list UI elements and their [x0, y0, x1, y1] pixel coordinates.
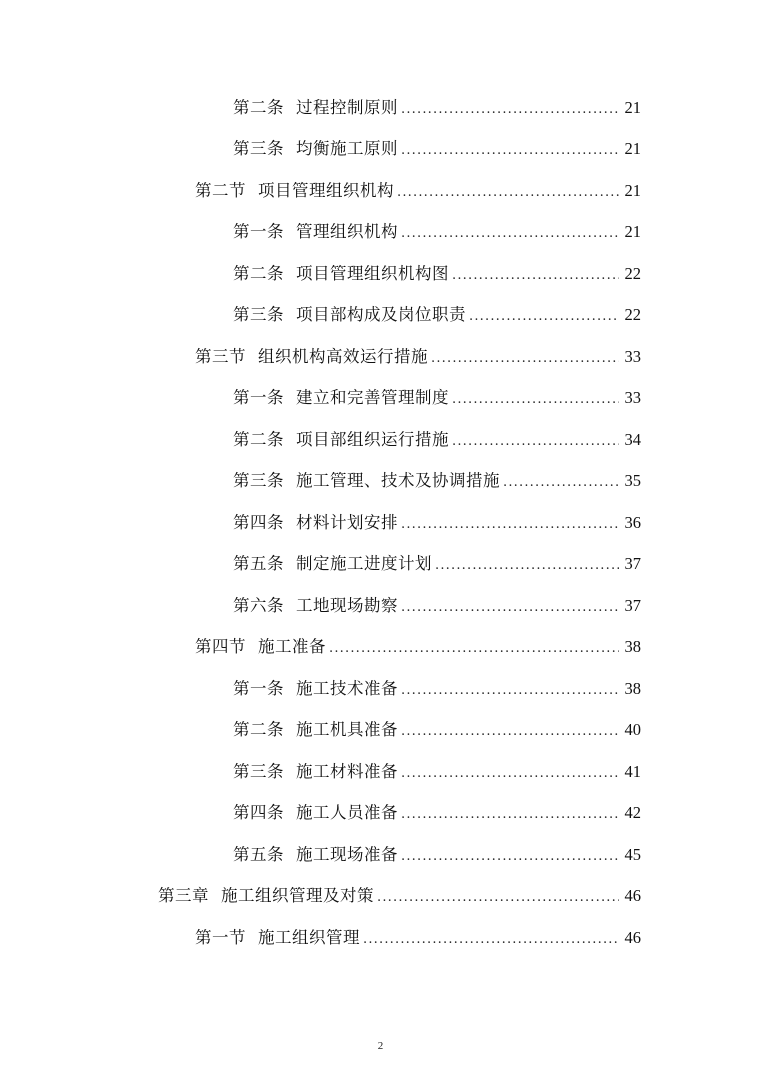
toc-entry-number: 第三章	[158, 886, 209, 906]
toc-entry-title: 建立和完善管理制度	[296, 388, 449, 408]
toc-entry[interactable]	[0, 835, 761, 877]
toc-entry-title: 施工技术准备	[296, 678, 398, 698]
toc-entry-page: 42	[624, 803, 641, 823]
toc-entry-number: 第一条	[233, 222, 284, 242]
toc-entry[interactable]	[0, 462, 761, 504]
table-of-contents	[0, 88, 761, 960]
toc-entry-page: 38	[624, 637, 641, 657]
toc-entry-page: 37	[624, 595, 641, 615]
toc-entry-page: 38	[624, 678, 641, 698]
dot-leader	[452, 266, 619, 286]
toc-entry[interactable]	[0, 918, 761, 960]
toc-entry-title: 施工组织管理及对策	[221, 886, 374, 906]
toc-entry-number: 第六条	[233, 595, 284, 615]
dot-leader	[401, 598, 619, 618]
toc-entry-page: 35	[624, 471, 641, 491]
toc-entry[interactable]	[0, 171, 761, 213]
toc-entry-title: 施工材料准备	[296, 761, 398, 781]
dot-leader	[401, 224, 619, 244]
toc-entry[interactable]	[0, 296, 761, 338]
toc-entry-number: 第二条	[233, 263, 284, 283]
dot-leader	[401, 681, 619, 701]
toc-entry-title: 施工人员准备	[296, 803, 398, 823]
toc-entry-title: 项目部构成及岗位职责	[296, 305, 466, 325]
dot-leader	[469, 307, 619, 327]
toc-entry-page: 34	[624, 429, 641, 449]
dot-leader	[401, 764, 619, 784]
toc-entry[interactable]	[0, 545, 761, 587]
dot-leader	[377, 888, 619, 908]
toc-entry-title: 过程控制原则	[296, 97, 398, 117]
toc-entry-title: 材料计划安排	[296, 512, 398, 532]
toc-entry-number: 第二条	[233, 720, 284, 740]
toc-entry-number: 第四节	[195, 637, 246, 657]
toc-entry-title: 均衡施工原则	[296, 139, 398, 159]
toc-entry-number: 第四条	[233, 803, 284, 823]
page-number: 2	[377, 1040, 384, 1052]
dot-leader	[452, 432, 619, 452]
toc-entry[interactable]	[0, 420, 761, 462]
toc-entry[interactable]	[0, 711, 761, 753]
toc-entry-page: 40	[624, 720, 641, 740]
toc-entry-page: 36	[624, 512, 641, 532]
toc-entry-page: 33	[624, 388, 641, 408]
toc-entry-number: 第一节	[195, 927, 246, 947]
toc-entry-title: 施工准备	[258, 637, 326, 657]
toc-entry-page: 45	[624, 844, 641, 864]
toc-entry-page: 33	[624, 346, 641, 366]
toc-entry-title: 制定施工进度计划	[296, 554, 432, 574]
dot-leader	[397, 183, 619, 203]
toc-entry-page: 22	[624, 263, 641, 283]
toc-entry-title: 项目管理组织机构图	[296, 263, 449, 283]
toc-entry-title: 工地现场勘察	[296, 595, 398, 615]
toc-entry[interactable]	[0, 752, 761, 794]
toc-entry[interactable]	[0, 88, 761, 130]
dot-leader	[503, 473, 619, 493]
toc-entry[interactable]	[0, 213, 761, 255]
toc-entry-number: 第二条	[233, 429, 284, 449]
toc-entry-page: 21	[624, 97, 641, 117]
toc-entry-page: 22	[624, 305, 641, 325]
toc-entry-title: 施工组织管理	[258, 927, 360, 947]
toc-entry[interactable]	[0, 254, 761, 296]
toc-entry-title: 施工机具准备	[296, 720, 398, 740]
toc-entry-title: 施工管理、技术及协调措施	[296, 471, 500, 491]
toc-entry[interactable]	[0, 337, 761, 379]
toc-entry-title: 管理组织机构	[296, 222, 398, 242]
toc-entry-number: 第三条	[233, 139, 284, 159]
toc-entry-number: 第一条	[233, 678, 284, 698]
toc-entry[interactable]	[0, 586, 761, 628]
toc-entry-title: 项目管理组织机构	[258, 180, 394, 200]
dot-leader	[401, 515, 619, 535]
toc-entry-number: 第三节	[195, 346, 246, 366]
toc-entry-number: 第一条	[233, 388, 284, 408]
toc-entry-title: 项目部组织运行措施	[296, 429, 449, 449]
toc-entry-number: 第三条	[233, 305, 284, 325]
toc-entry-page: 46	[624, 886, 641, 906]
toc-entry-page: 21	[624, 139, 641, 159]
dot-leader	[401, 141, 619, 161]
toc-entry-page: 21	[624, 222, 641, 242]
toc-entry[interactable]	[0, 628, 761, 670]
dot-leader	[401, 722, 619, 742]
dot-leader	[431, 349, 619, 369]
toc-entry[interactable]	[0, 794, 761, 836]
dot-leader	[452, 390, 619, 410]
toc-entry[interactable]	[0, 669, 761, 711]
toc-entry-page: 37	[624, 554, 641, 574]
toc-entry-page: 46	[624, 927, 641, 947]
dot-leader	[401, 805, 619, 825]
dot-leader	[401, 847, 619, 867]
dot-leader	[435, 556, 619, 576]
dot-leader	[401, 100, 619, 120]
toc-entry[interactable]	[0, 503, 761, 545]
toc-entry-number: 第五条	[233, 844, 284, 864]
dot-leader	[363, 930, 619, 950]
toc-entry-page: 41	[624, 761, 641, 781]
toc-entry-number: 第三条	[233, 471, 284, 491]
toc-entry-number: 第四条	[233, 512, 284, 532]
toc-entry-title: 施工现场准备	[296, 844, 398, 864]
toc-entry-number: 第三条	[233, 761, 284, 781]
toc-entry-page: 21	[624, 180, 641, 200]
toc-entry[interactable]	[0, 877, 761, 919]
toc-entry[interactable]	[0, 130, 761, 172]
toc-entry-title: 组织机构高效运行措施	[258, 346, 428, 366]
toc-entry-number: 第五条	[233, 554, 284, 574]
dot-leader	[329, 639, 619, 659]
toc-entry-number: 第二节	[195, 180, 246, 200]
toc-entry[interactable]	[0, 379, 761, 421]
toc-entry-number: 第二条	[233, 97, 284, 117]
